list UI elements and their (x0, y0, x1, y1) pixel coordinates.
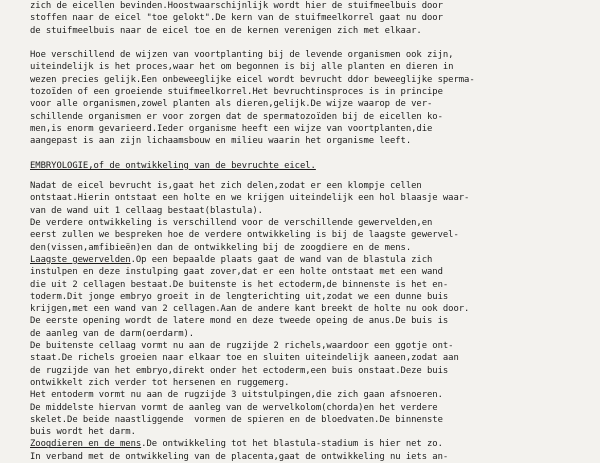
subheading-lowest-vertebrates: Laagste gewervelden (30, 254, 131, 265)
text-line: krijgen,met een wand van 2 cellagen.Aan de andere kant breekt de holte nu ook door. (30, 304, 470, 315)
text-line: De eerste opening wordt de latere mond en deze tweede opeing de anus.De buis is (30, 316, 449, 327)
text-line: De middelste hiervan vormt de aanleg van de wervelkolom(chorda)en het verdere (30, 402, 438, 413)
text-line: toderm.Dit jonge embryo groeit in de lengterichting uit,zodat we een dunne buis (30, 291, 449, 302)
text-line: den(vissen,amfibieën)en dan de ontwikkeling bij de zoogdiere en de mens. (30, 242, 412, 253)
text-line: aangepast is aan zijn lichaamsbouw en milieu waarin het organisme leeft. (30, 136, 412, 147)
text-line: eerst zullen we bespreken hoe de verdere ontwikkeling is bij de laagste gewervel- (30, 230, 459, 241)
text-line: van de wand uit 1 cellaag bestaat(blastula). (30, 205, 263, 216)
paragraph-reproduction (30, 49, 586, 147)
text-line: buis wordt het darm. (30, 427, 136, 438)
text-line: Zoogdieren en de mens.De ontwikkeling tot het blastula-stadium is hier net zo. (30, 439, 443, 450)
text-line: men,is enorm gevarieerd.Ieder organisme heeft een wijze van voortplanten,die (30, 123, 433, 134)
text-line: instulpen en deze instulping gaat zover,dat er een holte ontstaat met een wand (30, 267, 443, 278)
text-line: stoffen naar de eicel "toe gelokt".De kern van de stuifmeelkorrel gaat nu door (30, 13, 443, 24)
text-line: uiteindelijk is het proces,waar het om begonnen is bij alle planten en dieren in (30, 62, 454, 73)
text-line: De buitenste cellaag vormt nu aan de rugzijde 2 richels,waardoor een ggotje ont- (30, 341, 454, 352)
text-line: staat.De richels groeien naar elkaar toe en sluiten uiteindelijk aaneen,zodat aan (30, 353, 459, 364)
paragraph-neural-tube (30, 340, 586, 389)
text-line: wezen precies gelijk.Een onbeweeglijke eicel wordt bevrucht ddor beweeglijke sperma- (30, 74, 475, 85)
text-line: de aanleg van de darm(oerdarm). (30, 328, 195, 339)
text-line: ontwikkelt zich verder tot hersenen en ruggemerg. (30, 377, 290, 388)
paragraph-lowest-vertebrates (30, 254, 586, 340)
text-line: de rugzijde van het embryo,direkt onder het ectoderm,een buis onstaat.Deze buis (30, 365, 449, 376)
text-line: Het entoderm vormt nu aan de rugzijde 3 uitstulpingen,die zich gaan afsnoeren. (30, 390, 443, 401)
section-heading: EMBRYOLOGIE,of de ontwikkeling van de bevruchte eicel. (30, 160, 316, 171)
text-line: die uit 2 cellagen bestaat.De buitenste is het ectoderm,de binnenste is het en- (30, 279, 449, 290)
paragraph-mammals (30, 438, 586, 463)
text-line: zich de eicellen bevinden.Hoostwaarschijnlijk wordt hier de stuifmeelbuis door (30, 1, 443, 11)
text-line: tozoïden of een groeiende stuifmeelkorrel.Het bevruchtinsproces is in principe (30, 87, 443, 98)
subheading-mammals: Zoogdieren en de mens (30, 439, 142, 450)
text-line: voor alle organismen,zowel planten als dieren,gelijk.De wijze waarop de ver- (30, 99, 433, 110)
text-line: In verband met de ontwikkeling van de placenta,gaat de ontwikkeling nu iets an- (30, 451, 449, 462)
text-line: ontstaat.Hierin ontstaat een holte en we krijgen uiteindelijk een hol blaasje waar- (30, 193, 470, 204)
text-line: De verdere ontwikkeling is verschillend voor de verschillende gewervelden,en (30, 218, 433, 229)
text-line: Nadat de eicel bevrucht is,gaat het zich delen,zodat er een klompje cellen (30, 181, 422, 192)
text-line: Hoe verschillend de wijzen van voortplanting bij de levende organismen ook zijn, (30, 50, 454, 61)
paragraph-entoderm (30, 389, 586, 438)
text-line: schillende organismen er voor zorgen dat de spermatozoïden bij de eicellen ko- (30, 111, 443, 122)
paragraph-blastula (30, 180, 586, 254)
text-line: skelet.De beide naastliggende vormen de spieren en de bloedvaten.De binnenste (30, 414, 443, 425)
paragraph-pollen-tube (30, 0, 586, 37)
text-line: Laagste gewervelden.Op een bepaalde plaats gaat de wand van de blastula zich (30, 254, 433, 265)
text-line: de stuifmeelbuis naar de eicel toe en de kernen verenigen zich met elkaar. (30, 25, 422, 36)
